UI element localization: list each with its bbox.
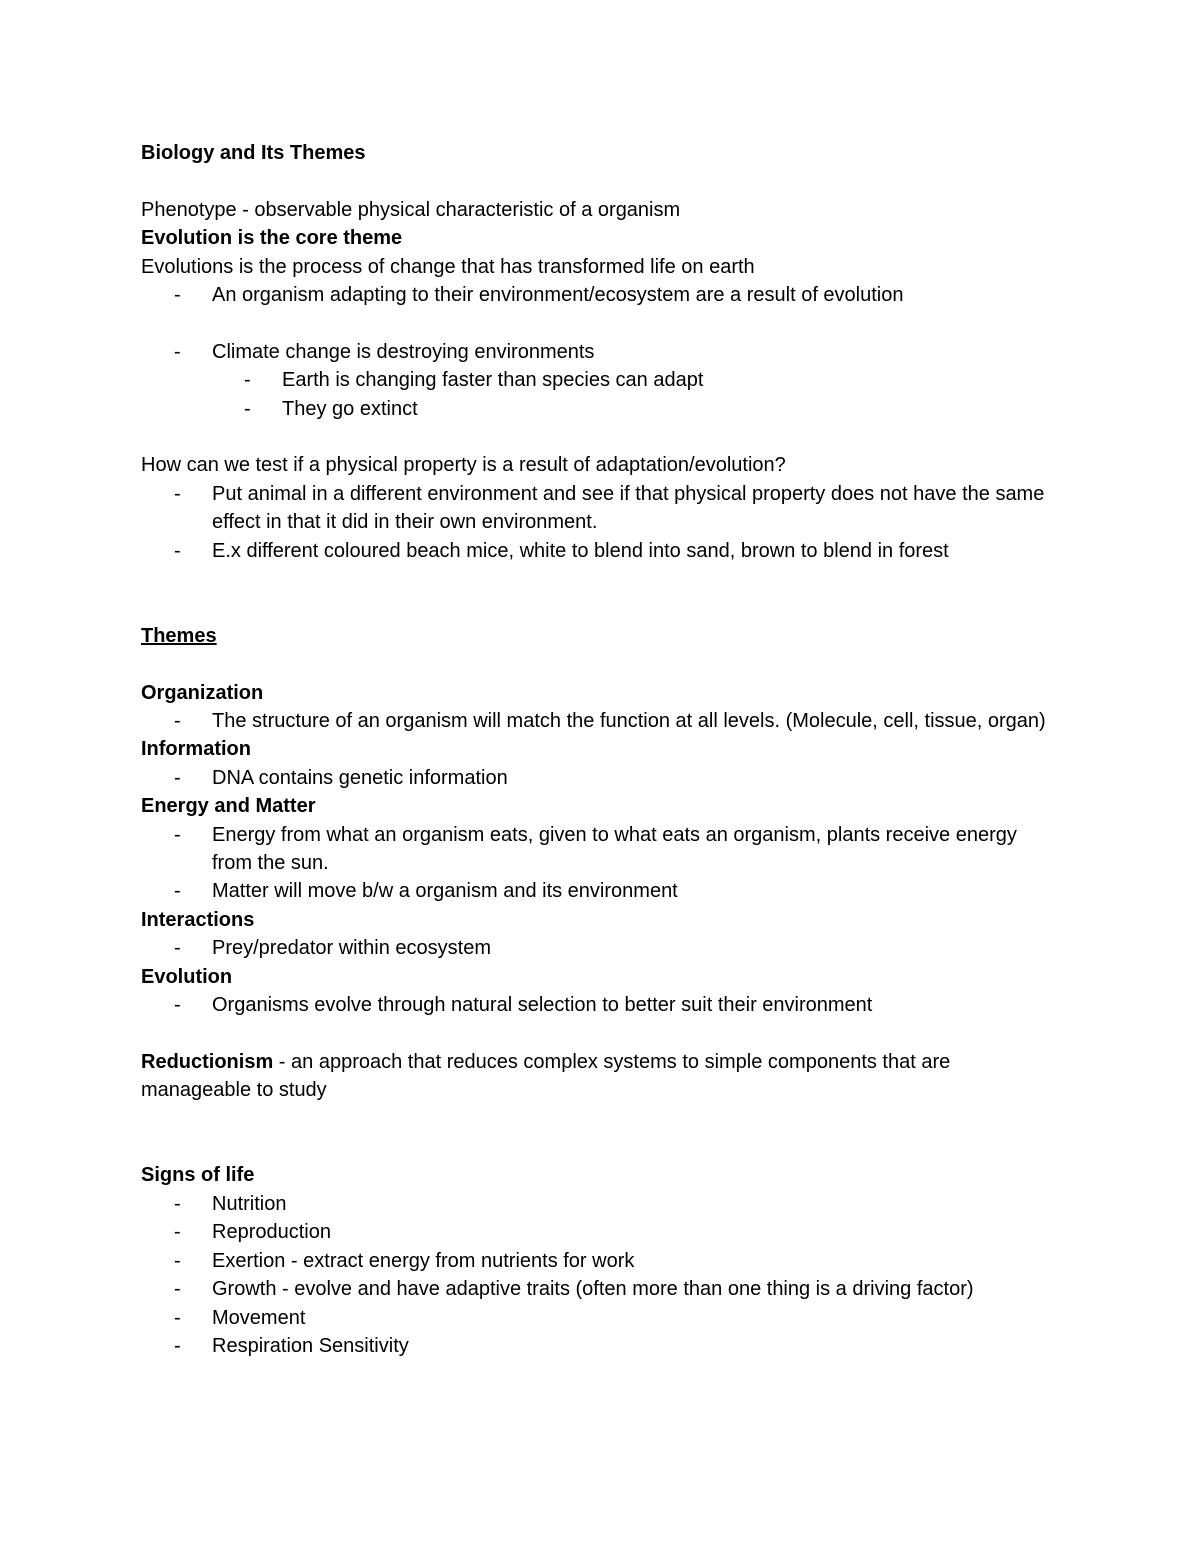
list-item-text: Organisms evolve through natural selection to better suit their environment	[212, 994, 873, 1017]
bullet-dash: -	[174, 880, 181, 903]
list-item-text: Nutrition	[212, 1192, 287, 1215]
list-item-text: An organism adapting to their environment/ecosystem are a result of evolution	[212, 284, 904, 307]
bullet-dash: -	[174, 766, 181, 789]
list-item	[141, 1275, 1061, 1303]
evolution-definition: Evolutions is the process of change that has transformed life on earth	[141, 255, 755, 278]
list-item	[141, 821, 1061, 878]
bullet-dash: -	[174, 284, 181, 307]
evolution-heading: Evolution	[141, 965, 233, 988]
spacer	[141, 423, 1061, 451]
bullet-dash: -	[174, 1192, 181, 1215]
reductionism-definition: - an approach that reduces complex systems to simple components that are manageable to study	[141, 1050, 956, 1102]
list-item	[141, 707, 1061, 735]
list-item	[141, 934, 1061, 962]
bullet-dash: -	[174, 710, 181, 733]
list-item-text: Respiration Sensitivity	[212, 1334, 409, 1357]
list-item-text: DNA contains genetic information	[212, 766, 508, 789]
bullet-dash: -	[174, 1278, 181, 1301]
list-item-text: Movement	[212, 1306, 306, 1329]
list-item	[141, 281, 1061, 309]
reductionism-paragraph	[141, 1048, 1061, 1105]
list-item	[141, 991, 1061, 1019]
list-item	[141, 1218, 1061, 1246]
spacer	[141, 593, 1061, 621]
reductionism-term: Reductionism	[141, 1050, 274, 1073]
bullet-dash: -	[174, 1334, 181, 1357]
spacer	[141, 1105, 1061, 1133]
bullet-dash: -	[174, 994, 181, 1017]
themes-heading: Themes	[141, 624, 217, 647]
list-item-text: The structure of an organism will match the function at all levels. (Molecule, cell, tissue, organ)	[212, 710, 1046, 733]
bullet-dash: -	[174, 1306, 181, 1329]
bullet-dash: -	[174, 340, 181, 363]
list-item	[141, 1247, 1061, 1275]
document-title: Biology and Its Themes	[141, 142, 366, 164]
list-item-text: They go extinct	[282, 397, 418, 420]
list-item-text: Energy from what an organism eats, given to what eats an organism, plants receive energy from the sun.	[212, 823, 1017, 875]
list-item	[141, 1332, 1061, 1360]
list-item-text: Climate change is destroying environments	[212, 340, 595, 363]
list-item-text: Reproduction	[212, 1221, 331, 1244]
bullet-dash: -	[244, 397, 251, 420]
organization-heading: Organization	[141, 681, 264, 704]
list-item	[141, 1190, 1061, 1218]
bullet-dash: -	[244, 369, 251, 392]
list-item	[141, 1304, 1061, 1332]
list-item	[141, 480, 1061, 537]
interactions-heading: Interactions	[141, 908, 255, 931]
list-item	[141, 877, 1061, 905]
sub-list-item	[141, 395, 1061, 423]
evolution-core-heading: Evolution is the core theme	[141, 227, 403, 250]
bullet-dash: -	[174, 482, 181, 505]
sub-list-item	[141, 366, 1061, 394]
bullet-dash: -	[174, 1221, 181, 1244]
spacer	[141, 650, 1061, 678]
bullet-dash: -	[174, 539, 181, 562]
list-item-text: Prey/predator within ecosystem	[212, 937, 492, 960]
spacer	[141, 565, 1061, 593]
bullet-dash: -	[174, 937, 181, 960]
list-item-text: Exertion - extract energy from nutrients for work	[212, 1249, 635, 1272]
test-question: How can we test if a physical property is a result of adaptation/evolution?	[141, 454, 786, 477]
list-item	[141, 537, 1061, 565]
spacer	[141, 1133, 1061, 1161]
spacer	[141, 1020, 1061, 1048]
list-item-text: Put animal in a different environment and see if that physical property does not have the same effect in that it did in their own environment.	[212, 482, 1045, 534]
list-item	[141, 764, 1061, 792]
energy-matter-heading: Energy and Matter	[141, 795, 316, 818]
list-item-text: Earth is changing faster than species can adapt	[282, 369, 704, 392]
list-item	[141, 338, 1061, 366]
spacer	[141, 167, 1061, 195]
document-page	[141, 139, 1061, 1360]
spacer	[141, 309, 1061, 337]
signs-of-life-heading: Signs of life	[141, 1164, 255, 1187]
list-item-text: Matter will move b/w a organism and its environment	[212, 880, 678, 903]
bullet-dash: -	[174, 1249, 181, 1272]
list-item-text: E.x different coloured beach mice, white to blend into sand, brown to blend in forest	[212, 539, 949, 562]
information-heading: Information	[141, 738, 251, 761]
bullet-dash: -	[174, 823, 181, 846]
list-item-text: Growth - evolve and have adaptive traits (often more than one thing is a driving factor)	[212, 1278, 974, 1301]
phenotype-definition: Phenotype - observable physical characteristic of a organism	[141, 198, 681, 221]
